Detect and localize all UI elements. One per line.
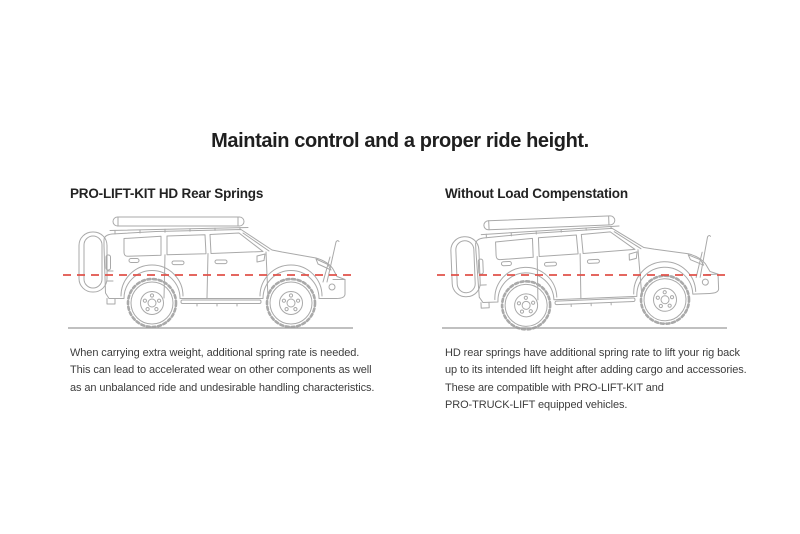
description-line: When carrying extra weight, additional spring rate is needed. bbox=[70, 347, 360, 359]
right-panel-description bbox=[445, 345, 747, 415]
suv-line-art-rear-sag bbox=[450, 212, 720, 333]
left-panel-description bbox=[70, 345, 374, 397]
vehicle-illustration-left bbox=[60, 205, 370, 335]
left-panel-heading: PRO-LIFT-KIT HD Rear Springs bbox=[70, 186, 264, 201]
headline: Maintain control and a proper ride height. bbox=[211, 130, 589, 152]
vehicle-illustration-right bbox=[434, 205, 744, 335]
description-line: PRO-TRUCK-LIFT equipped vehicles. bbox=[445, 399, 628, 412]
description-line: as an unbalanced ride and undesirable handling characteristics. bbox=[70, 381, 375, 394]
right-panel-heading: Without Load Compenstation bbox=[445, 186, 628, 201]
description-line: This can lead to accelerated wear on other components as well bbox=[70, 364, 372, 377]
suv-line-art-level bbox=[79, 217, 345, 327]
description-line: HD rear springs have additional spring rate to lift your rig back bbox=[445, 347, 740, 359]
description-line: These are compatible with PRO-LIFT-KIT and bbox=[445, 381, 664, 394]
description-line: up to its intended lift height after adding cargo and accessories. bbox=[445, 364, 747, 377]
